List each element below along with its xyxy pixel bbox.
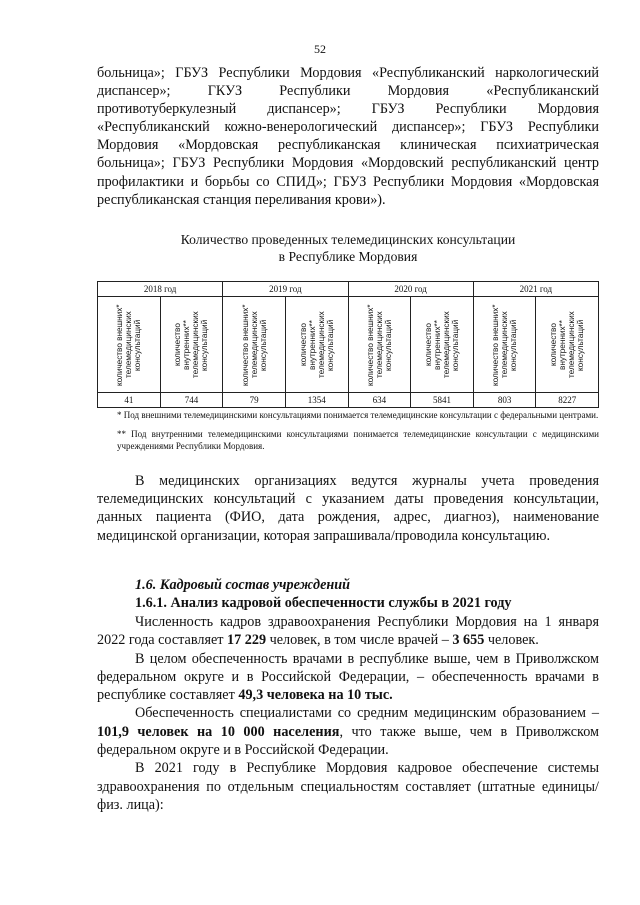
- paragraph-doctor-provision: [97, 650, 599, 705]
- value-external-2018: 41: [98, 393, 161, 408]
- col-label: количество внутренних** телемедицинских консультаций: [423, 311, 460, 378]
- footnote-internal: ** Под внутренними телемедицинскими консультациями понимается телемедицинские консультации с медицинскими учреждениями Республики Мордовия.: [117, 429, 599, 451]
- text-run: Численность кадров здравоохранения Республики Мордовия на 1 января 2022 года составляет: [97, 614, 599, 649]
- doctors-total-value: 3 655: [452, 632, 485, 649]
- col-label: количество внешних* телемедицинских консультаций: [115, 303, 143, 386]
- col-header-internal-2021: [536, 297, 599, 393]
- footnote-external: * Под внешними телемедицинскими консультациями понимается телемедицинские консультации с федеральными центрами.: [117, 410, 599, 420]
- value-external-2019: 79: [223, 393, 286, 408]
- col-header-internal-2019: [285, 297, 348, 393]
- table-title: [97, 231, 599, 265]
- text-run: В целом обеспеченность врачами в республике выше, чем в Приволжском федеральном округе и в Российской Федерации, – обеспеченность врачами в республике составляет: [97, 650, 599, 704]
- col-header-internal-2018: [160, 297, 223, 393]
- col-header-internal-2020: [411, 297, 474, 393]
- telemedicine-table: [97, 281, 599, 408]
- value-external-2021: 803: [473, 393, 536, 408]
- intro-paragraph: больница»; ГБУЗ Республики Мордовия «Республиканский наркологический диспансер»; ГКУЗ Республики Мордовия «Республиканский противотуберкулезный диспансер»; ГБУЗ Республики Мордовия «Республиканский кожно-венерологический диспансер»; ГБУЗ Республики Мордовия «Мордовская республиканская клиническая психиатрическая больница»; ГБУЗ Республики Мордовия «Мордовский республиканский центр профилактики и борьбы со СПИД»; ГБУЗ Республики Мордовия «Мордовская республиканская станция переливания крови»).: [97, 65, 599, 208]
- nurse-provision-value: 101,9 человек на 10 000 населения: [97, 723, 340, 740]
- year-header-2018: 2018 год: [98, 282, 223, 297]
- table-title-line-2: в Республике Мордовия: [278, 249, 418, 264]
- text-run: , что также выше, чем в Приволжском федеральном округе и в Российской Федерации.: [97, 723, 599, 759]
- subsection-heading: 1.6.1. Анализ кадровой обеспеченности службы в 2021 году: [135, 595, 512, 611]
- paragraph-nurse-provision: [97, 704, 599, 759]
- col-header-external-2021: [473, 297, 536, 393]
- text-run: Обеспеченность специалистами со средним медицинским образованием –: [135, 705, 599, 722]
- value-internal-2020: 5841: [411, 393, 474, 408]
- col-header-external-2020: [348, 297, 411, 393]
- text-run: человек.: [484, 632, 539, 649]
- col-label: количество внешних* телемедицинских консультаций: [491, 303, 519, 386]
- staff-total-value: 17 229: [227, 632, 267, 649]
- year-header-2019: 2019 год: [223, 282, 348, 297]
- col-header-external-2019: [223, 297, 286, 393]
- value-external-2020: 634: [348, 393, 411, 408]
- col-label: количество внешних* телемедицинских консультаций: [240, 303, 268, 386]
- section-heading: 1.6. Кадровый состав учреждений: [135, 577, 351, 593]
- year-header-2021: 2021 год: [473, 282, 598, 297]
- paragraph-specialties: В 2021 году в Республике Мордовия кадровое обеспечение системы здравоохранения по отдельным специальностям составляет (штатные единицы/физ. лица):: [97, 760, 599, 813]
- table-subheader-row: [98, 297, 599, 393]
- table-row: [98, 393, 599, 408]
- col-label: количество внутренних** телемедицинских консультаций: [298, 311, 335, 378]
- paragraph-staff-count: [97, 613, 599, 650]
- col-label: количество внутренних** телемедицинских консультаций: [173, 311, 210, 378]
- table-title-line-1: Количество проведенных телемедицинских консультации: [180, 232, 516, 247]
- col-label: количество внутренних** телемедицинских консультаций: [549, 311, 586, 378]
- table-year-row: [98, 282, 599, 297]
- page-number: 52: [314, 42, 326, 56]
- value-internal-2021: 8227: [536, 393, 599, 408]
- value-internal-2018: 744: [160, 393, 223, 408]
- col-label: количество внешних* телемедицинских консультаций: [365, 303, 393, 386]
- year-header-2020: 2020 год: [348, 282, 473, 297]
- journal-paragraph: В медицинских организациях ведутся журналы учета проведения телемедицинских консультаций с указанием даты проведения консультации, данных пациента (ФИО, дата рождения, адрес, диагноз), наименование медицинской организации, которая запрашивала/проводила консультацию.: [97, 473, 599, 544]
- doctor-provision-value: 49,3 человека на 10 тыс.: [238, 687, 393, 704]
- table-footnotes: [117, 410, 599, 452]
- value-internal-2019: 1354: [285, 393, 348, 408]
- col-header-external-2018: [98, 297, 161, 393]
- staffing-text: [97, 613, 599, 814]
- text-run: человек, в том числе врачей –: [266, 632, 453, 649]
